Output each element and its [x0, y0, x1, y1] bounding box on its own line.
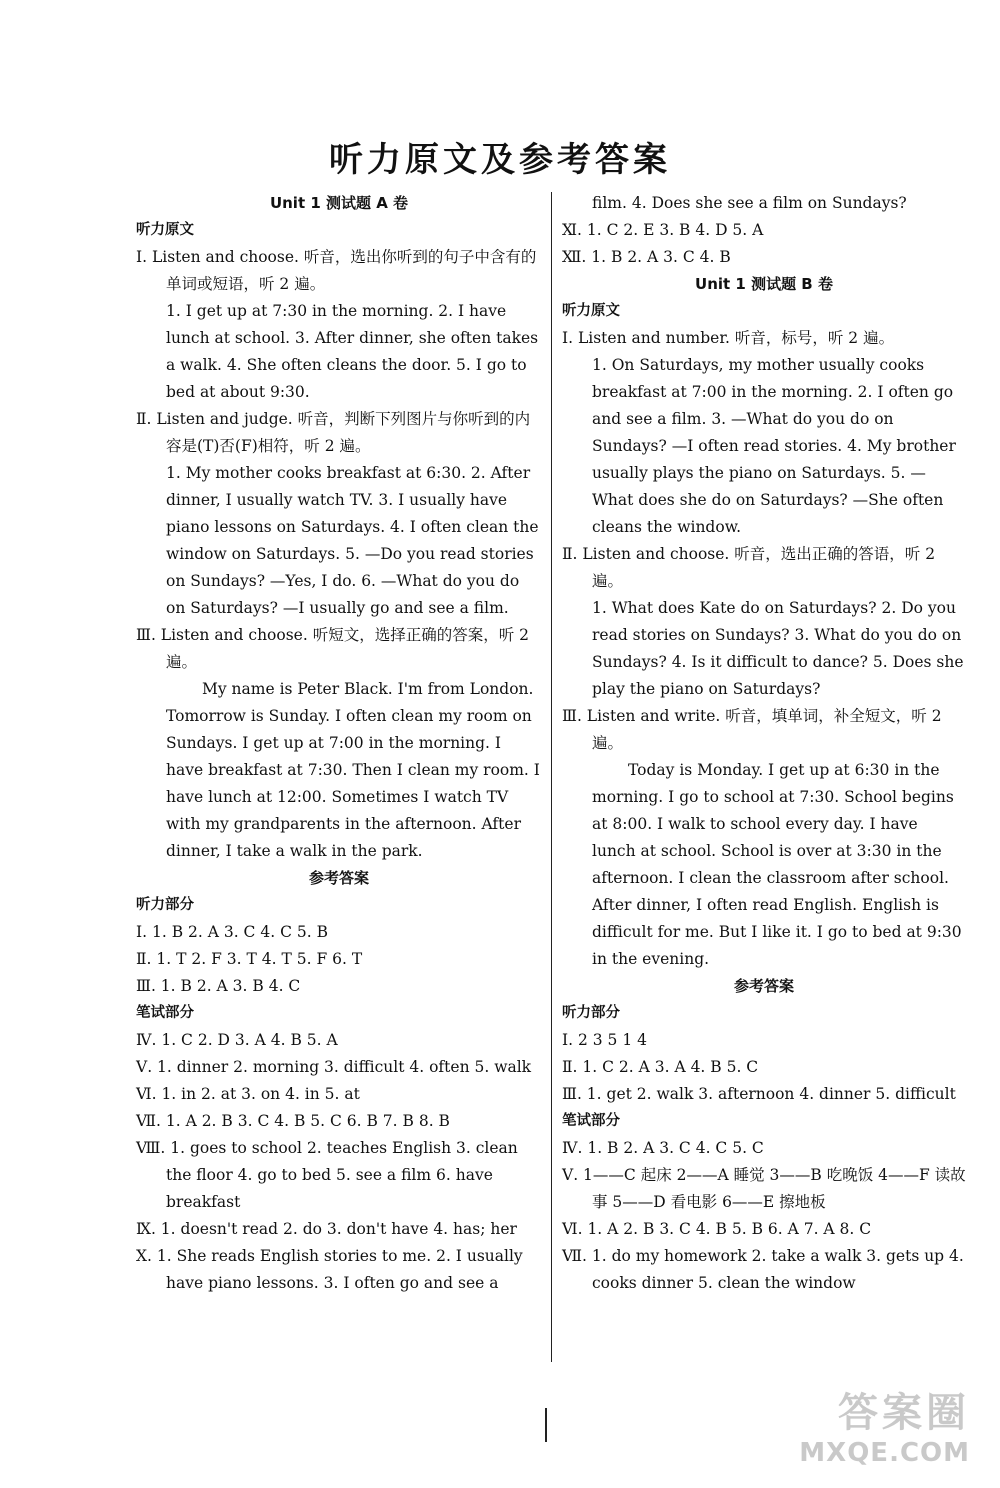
written-section-label: 笔试部分: [136, 1005, 194, 1021]
exercise-2-script: 1. What does Kate do on Saturdays? 2. Do you read stories on Sundays? 3. What do you do on Sundays? 4. Is it difficult to dance? 5. Does she play the piano on Saturdays?: [592, 599, 964, 698]
section-heading-unit1-a: Unit 1 测试题 A 卷: [269, 194, 409, 212]
subheading-listening-text: 听力原文: [136, 222, 194, 238]
section-heading-unit1-b: Unit 1 测试题 B 卷: [695, 275, 833, 293]
answer-line: Ⅺ. 1. C 2. E 3. B 4. D 5. A: [562, 221, 764, 239]
watermark-logo: 答案圈: [838, 1390, 970, 1436]
exercise-2-instruction: Ⅱ. Listen and choose. 听音，选出正确的答语，听 2 遍。: [562, 545, 936, 590]
answer-line: Ⅴ. 1. dinner 2. morning 3. difficult 4. often 5. walk: [136, 1058, 532, 1076]
exercise-2-instruction: Ⅱ. Listen and judge. 听音，判断下列图片与你听到的内容是(T)否(F)相符，听 2 遍。: [136, 410, 531, 455]
left-column: [136, 190, 542, 1297]
exercise-1-instruction: Ⅰ. Listen and choose. 听音，选出你听到的句子中含有的单词或短语，听 2 遍。: [136, 248, 537, 293]
answer-continuation: film. 4. Does she see a film on Sundays?: [592, 194, 907, 212]
right-column: [562, 190, 966, 1297]
answer-line: Ⅸ. 1. doesn't read 2. do 3. don't have 4. has; her: [136, 1220, 517, 1238]
page-number-mark: [545, 1408, 547, 1442]
answer-line: Ⅰ. 1. B 2. A 3. C 4. C 5. B: [136, 923, 328, 941]
answer-line: Ⅳ. 1. B 2. A 3. C 4. C 5. C: [562, 1139, 764, 1157]
page-title: 听力原文及参考答案: [329, 140, 671, 180]
written-section-label: 笔试部分: [562, 1113, 620, 1129]
answer-line: Ⅴ. 1——C 起床 2——A 睡觉 3——B 吃晚饭 4——F 读故事 5——D 看电影 6——E 擦地板: [562, 1166, 966, 1211]
answer-line: Ⅷ. 1. goes to school 2. teaches English 3. clean the floor 4. go to bed 5. see a film 6. have breakfast: [136, 1139, 518, 1211]
exercise-1-script: 1. On Saturdays, my mother usually cooks breakfast at 7:00 in the morning. 2. I often go and see a film. 3. —What do you do on Sundays? —I often read stories. 4. My brother usually plays the piano on Saturdays. 5. —What does she do on Saturdays? —She often cleans the window.: [592, 356, 956, 536]
exercise-1-instruction: Ⅰ. Listen and number. 听音，标号，听 2 遍。: [562, 329, 895, 347]
answer-line: Ⅹ. 1. She reads English stories to me. 2. I usually have piano lessons. 3. I often go and see a: [136, 1247, 523, 1292]
listening-section-label: 听力部分: [562, 1005, 620, 1021]
watermark: [799, 1381, 970, 1468]
answer-line: Ⅵ. 1. in 2. at 3. on 4. in 5. at: [136, 1085, 360, 1103]
exercise-1-script: 1. I get up at 7:30 in the morning. 2. I have lunch at school. 3. After dinner, she often takes a walk. 4. She often cleans the door. 5. I go to bed at about 9:30.: [166, 302, 539, 401]
exercise-3-passage: My name is Peter Black. I'm from London. Tomorrow is Sunday. I often clean my room on Sundays. I get up at 7:00 in the morning. I have breakfast at 7:30. Then I clean my room. I have lunch at 12:00. Sometimes I watch TV with my grandparents in the afternoon. After dinner, I take a walk in the park.: [166, 680, 540, 860]
answer-line: Ⅱ. 1. C 2. A 3. A 4. B 5. C: [562, 1058, 759, 1076]
answer-line: Ⅲ. 1. get 2. walk 3. afternoon 4. dinner 5. difficult: [562, 1085, 956, 1103]
answer-key-heading: 参考答案: [733, 977, 794, 995]
answer-key-heading: 参考答案: [308, 869, 369, 887]
answer-line: Ⅳ. 1. C 2. D 3. A 4. B 5. A: [136, 1031, 338, 1049]
answer-line: Ⅶ. 1. A 2. B 3. C 4. B 5. C 6. B 7. B 8. B: [136, 1112, 450, 1130]
column-divider: [551, 192, 552, 1362]
exercise-3-passage: Today is Monday. I get up at 6:30 in the morning. I go to school at 7:30. School begins at 8:00. I walk to school every day. I have lunch at school. School is over at 3:30 in the afternoon. I clean the classroom after school. After dinner, I often read English. English is difficult for me. But I like it. I go to bed at 9:30 in the evening.: [592, 761, 962, 968]
exercise-2-script: 1. My mother cooks breakfast at 6:30. 2. After dinner, I usually watch TV. 3. I usually have piano lessons on Saturdays. 4. I often clean the window on Saturdays. 5. —Do you read stories on Sundays? —Yes, I do. 6. —What do you do on Saturdays? —I usually go and see a film.: [166, 464, 539, 617]
answer-line: Ⅱ. 1. T 2. F 3. T 4. T 5. F 6. T: [136, 950, 363, 968]
subheading-listening-text: 听力原文: [562, 303, 620, 319]
answer-line: Ⅶ. 1. do my homework 2. take a walk 3. gets up 4. cooks dinner 5. clean the window: [562, 1247, 964, 1292]
answer-line: Ⅻ. 1. B 2. A 3. C 4. B: [562, 248, 731, 266]
watermark-site: MXQE.COM: [799, 1438, 970, 1468]
answer-line: Ⅰ. 2 3 5 1 4: [562, 1031, 647, 1049]
exercise-3-instruction: Ⅲ. Listen and choose. 听短文，选择正确的答案，听 2 遍。: [136, 626, 529, 671]
answer-line: Ⅲ. 1. B 2. A 3. B 4. C: [136, 977, 301, 995]
listening-section-label: 听力部分: [136, 897, 194, 913]
exercise-3-instruction: Ⅲ. Listen and write. 听音，填单词，补全短文，听 2 遍。: [562, 707, 942, 752]
answer-line: Ⅵ. 1. A 2. B 3. C 4. B 5. B 6. A 7. A 8. C: [562, 1220, 872, 1238]
